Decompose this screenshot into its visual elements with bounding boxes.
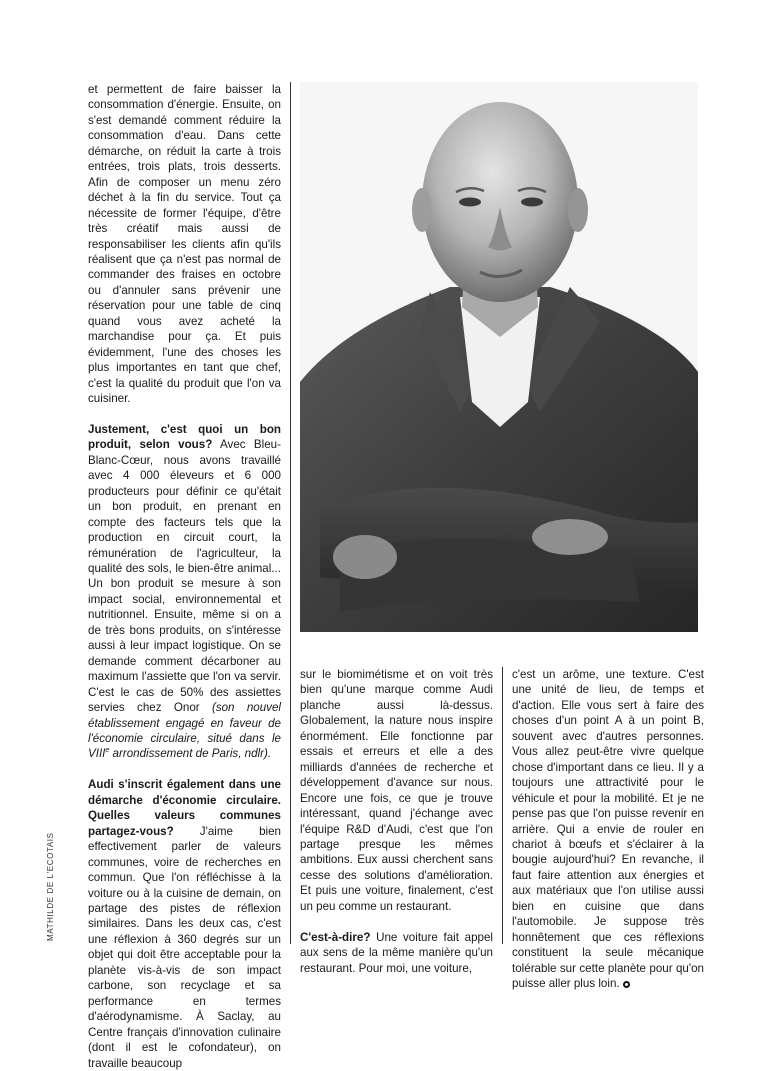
- portrait-illustration: [300, 82, 698, 632]
- paragraph-biomimetism: sur le biomimétisme et on voit très bien qu'une marque comme Audi planche aussi là-dessus. Globalement, la nature nous inspire énormément. Elle fonctionne par essais et erreurs et elle a des milliards d'années de recherche et développement d'avance sur nous. Encore une fois, ce que je trouve intéressant, quand j'échange avec l'équipe R&D d'Audi, c'est que l'on partage presque les mêmes ambitions. Eux aussi cherchent sans cesse des solutions d'amélioration. Et puis une voiture, finalement, c'est un peu comme un restaurant.: [300, 668, 493, 913]
- paragraph-car-senses: C'est-à-dire? Une voiture fait appel aux sens de la même manière qu'un restaurant. Pour moi, une voiture,: [300, 930, 493, 975]
- column-divider: [290, 82, 291, 944]
- end-of-article-icon: [623, 981, 630, 988]
- article-column-1: [88, 82, 281, 1071]
- paragraph-mobility: c'est un arôme, une texture. C'est une unité de lieu, de temps et d'action. Elle vous sert à faire des choses d'un point A à un point B, souvent avec d'autres personnes. Vous allez peut-être vivre quelque chose d'important dans ce lieu. Il y a toujours une attractivité pour le véhicule et pour la mobilité. Et je ne pense pas que l'on puisse revenir en arrière. Qui a envie de rouler en chariot à bœufs et s'éclairer à la bougie aujourd'hui? En revanche, il faut faire attention aux énergies et aux matériaux que l'on utilise aussi bien en cuisine que dans l'automobile. Je suppose très honnêtement que ces réflexions constituent la seule mécanique tolérable sur cette planète pour qu'on puisse aller plus loin.: [512, 668, 704, 991]
- question-audi-values: Audi s'inscrit également dans une démarche d'économie circulaire. Quelles valeurs communes partagez-vous?: [88, 778, 281, 838]
- article-column-3: [512, 667, 704, 992]
- question-good-product: Justement, c'est quoi un bon produit, selon vous?: [88, 422, 281, 452]
- column-divider: [502, 667, 503, 944]
- paragraph-energy: et permettent de faire baisser la consommation d'énergie. Ensuite, on s'est demandé comment réduire la consommation d'eau. Dans cette démarche, on réduit la carte à trois entrées, trois plats, trois desserts. Afin de composer un menu zéro déchet à la fin du service. Tout ça nécessite de former l'équipe, d'être très créatif mais aussi de responsabiliser les clients afin qu'ils réalisent que ça n'est pas normal de commander des fraises en octobre ou d'annuler sans prévenir une réservation pour une table de cinq quand vous avez acheté la marchandise pour ça. Et puis évidemment, l'une des choses les plus importantes en tant que chef, c'est la qualité du produit que l'on va cuisiner.: [88, 83, 281, 406]
- chef-portrait-photo: [300, 82, 698, 632]
- paragraph-good-product: Justement, c'est quoi un bon produit, selon vous? Avec Bleu-Blanc-Cœur, nous avons travaillé avec 4 000 éleveurs et 6 000 producteurs pour définir ce qu'était un bon produit, en prenant en compte des facteurs tels que la production en circuit court, la rémunération de l'agriculteur, la qualité des sols, le bien-être animal... Un bon produit se mesure à son impact social, environnemental et nutritionnel. Ensuite, même si on a de très bons produits, on s'intéresse aussi à leur impact logistique. On se demande comment décarboner au maximum l'assiette que l'on va servir. C'est le cas de 50% des assiettes servies chez Onor (son nouvel établissement engagé en faveur de l'économie circulaire, situé dans le VIIIe arrondissement de Paris, ndlr).: [88, 422, 281, 761]
- article-column-2: [300, 667, 493, 976]
- paragraph-audi-values: Audi s'inscrit également dans une démarche d'économie circulaire. Quelles valeurs communes partagez-vous? J'aime bien effectivement parler de valeurs communes, voire de recherches en commun. Que l'on réfléchisse à la voiture ou à la cuisine de demain, on partage des pistes de réflexion similaires. Dans les deux cas, c'est une réflexion à 360 degrés sur un objet qui doit être acceptable pour la planète vis-à-vis de son impact carbone, son recyclage et sa performance en termes d'aérodynamisme. À Saclay, au Centre français d'innovation culinaire (dont il est le cofondateur), on travaille beaucoup: [88, 778, 281, 1070]
- question-meaning: C'est-à-dire?: [300, 930, 371, 944]
- photo-credit: MATHILDE DE L'ECOTAIS: [46, 832, 55, 941]
